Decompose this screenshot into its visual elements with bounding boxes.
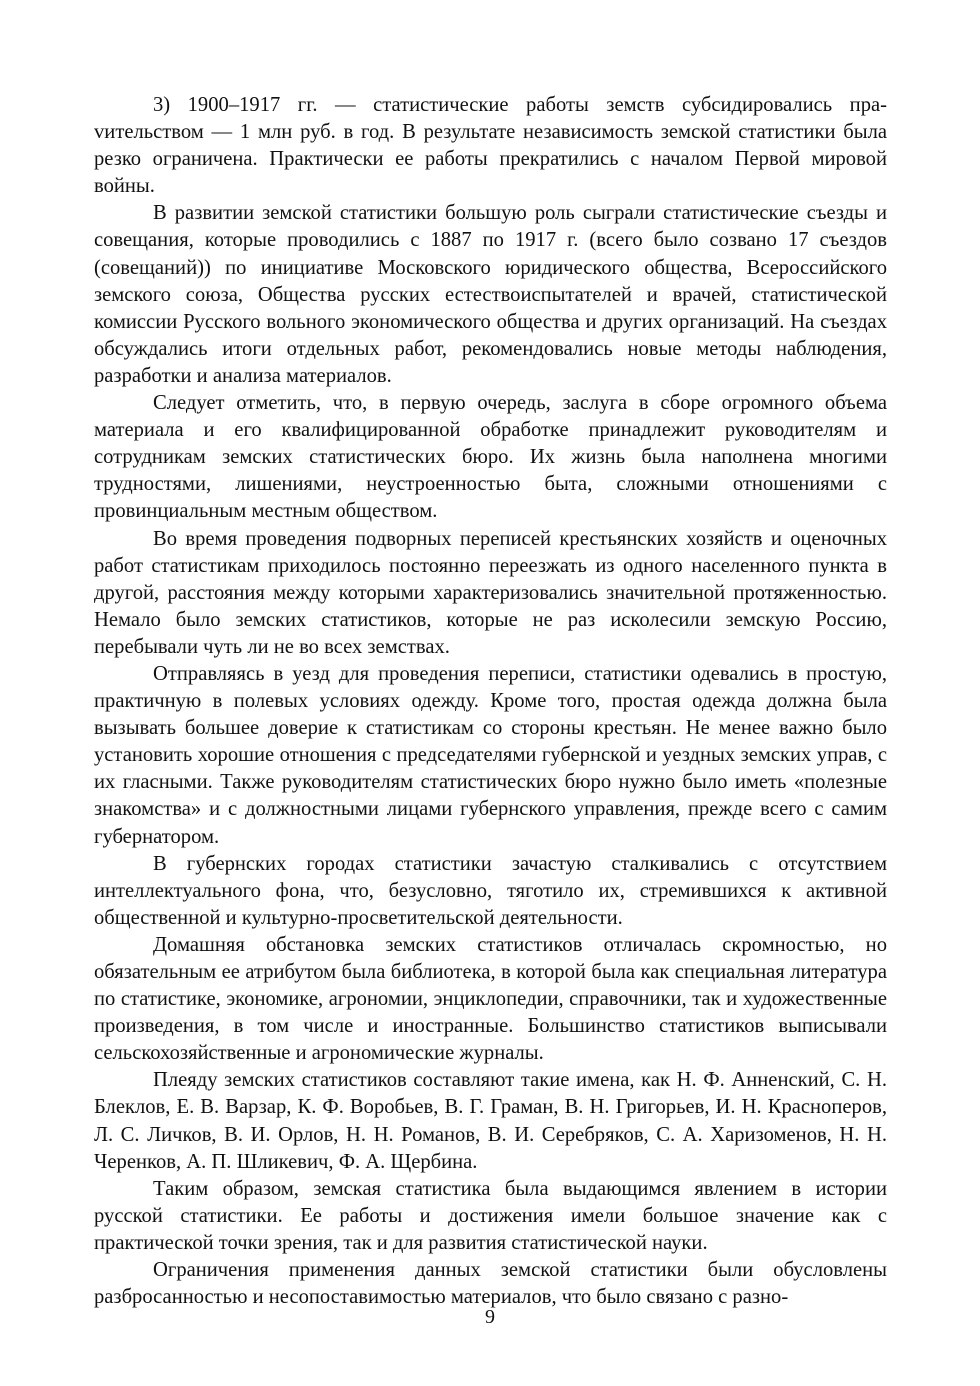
paragraph-household-censuses: Во время проведения подворных переписей крестьянских хозяйств и оценочных работ статистикам приходилось постоянно переезжать из одного населенного пункта в другой, расстояния между которыми характеризовались значительной протяженностью. Немало было земских статистиков, которые не раз исколесили земскую Россию, перебывали чуть ли не во всех земствах. <box>94 527 887 658</box>
paragraph-statistical-congresses: В развитии земской статистики большую роль сыграли статистические съезды и совещания, которые проводились с 1887 по 1917 г. (всего было созвано 17 съездов (совещаний)) по инициативе Московского юридического общества, Всероссийского земского союза, Общества русских естествоиспытателей и врачей, статистической комиссии Русского вольного экономического общества и других организаций. На съездах обсуждались итоги отдельных работ, рекомендовались новые методы наблюдения, разработки и анализа материалов. <box>94 202 887 387</box>
paragraph-provincial-towns: В губернских городах статистики зачастую сталкивались с отсутствием интеллектуального фона, что, безусловно, тяготило их, стремившихся к активной общественной и культурно-просветительской деятельности. <box>94 852 887 929</box>
document-body <box>94 92 887 1311</box>
paragraph-field-clothing: Отправляясь в уезд для проведения переписи, статистики одевались в простую, практичную в полевых условиях одежду. Кроме того, простая одежда должна была вызывать большее доверие к статистикам со стороны крестьян. Не менее важно было установить хорошие отношения с председателями губернской и уездных земских управ, с их гласными. Также руководителям статистических бюро нужно было иметь «полезные знакомства» и с должностными лицами губернского управления, прежде всего с самим губернатором. <box>94 662 887 848</box>
paragraph-period-1900-1917: 3) 1900–1917 гг. — статистические работы земств субсидировались праvительством — 1 млн руб. в год. В результате независимость земской статистики была резко ограничена. Практически ее работы прекратились с началом Первой мировой войны. <box>94 94 887 198</box>
page-number: 9 <box>485 1306 495 1328</box>
paragraph-bureau-staff: Следует отметить, что, в первую очередь, заслуга в сборе огромного объема материала и его квалифицированной обработке принадлежит руководителям и сотрудникам земских статистических бюро. Их жизнь была наполнена многими трудностями, лишениями, неустроенностью быта, сложными отношениями с провинциальным местным обществом. <box>94 392 887 523</box>
paragraph-conclusion: Таким образом, земская статистика была выдающимся явлением в истории русской статистики. Ее работы и достижения имели большое значение как с практической точки зрения, так и для развития статистической науки. <box>94 1177 887 1254</box>
paragraph-limitations: Ограничения применения данных земской статистики были обусловлены разбросанностью и несопоставимостью материалов, что было связано с разно- <box>94 1259 887 1309</box>
paragraph-statisticians-names: Плеяду земских статистиков составляют такие имена, как Н. Ф. Анненский, С. Н. Блеклов, Е. В. Варзар, К. Ф. Воробьев, В. Г. Граман, В. Н. Григорьев, И. Н. Красноперов, Л. С. Личков, В. И. Орлов, Н. Н. Романов, В. И. Серебряков, С. А. Харизоменов, Н. Н. Черенков, А. П. Шликевич, Ф. А. Щербина. <box>94 1069 887 1173</box>
paragraph-home-library: Домашняя обстановка земских статистиков отличалась скромностью, но обязательным ее атрибутом была библиотека, в которой была как специальная литература по статистике, экономике, агрономии, энциклопедии, справочники, так и художественные произведения, в том числе и иностранные. Большинство статистиков выписывали сельскохозяйственные и агрономические журналы. <box>94 933 887 1065</box>
